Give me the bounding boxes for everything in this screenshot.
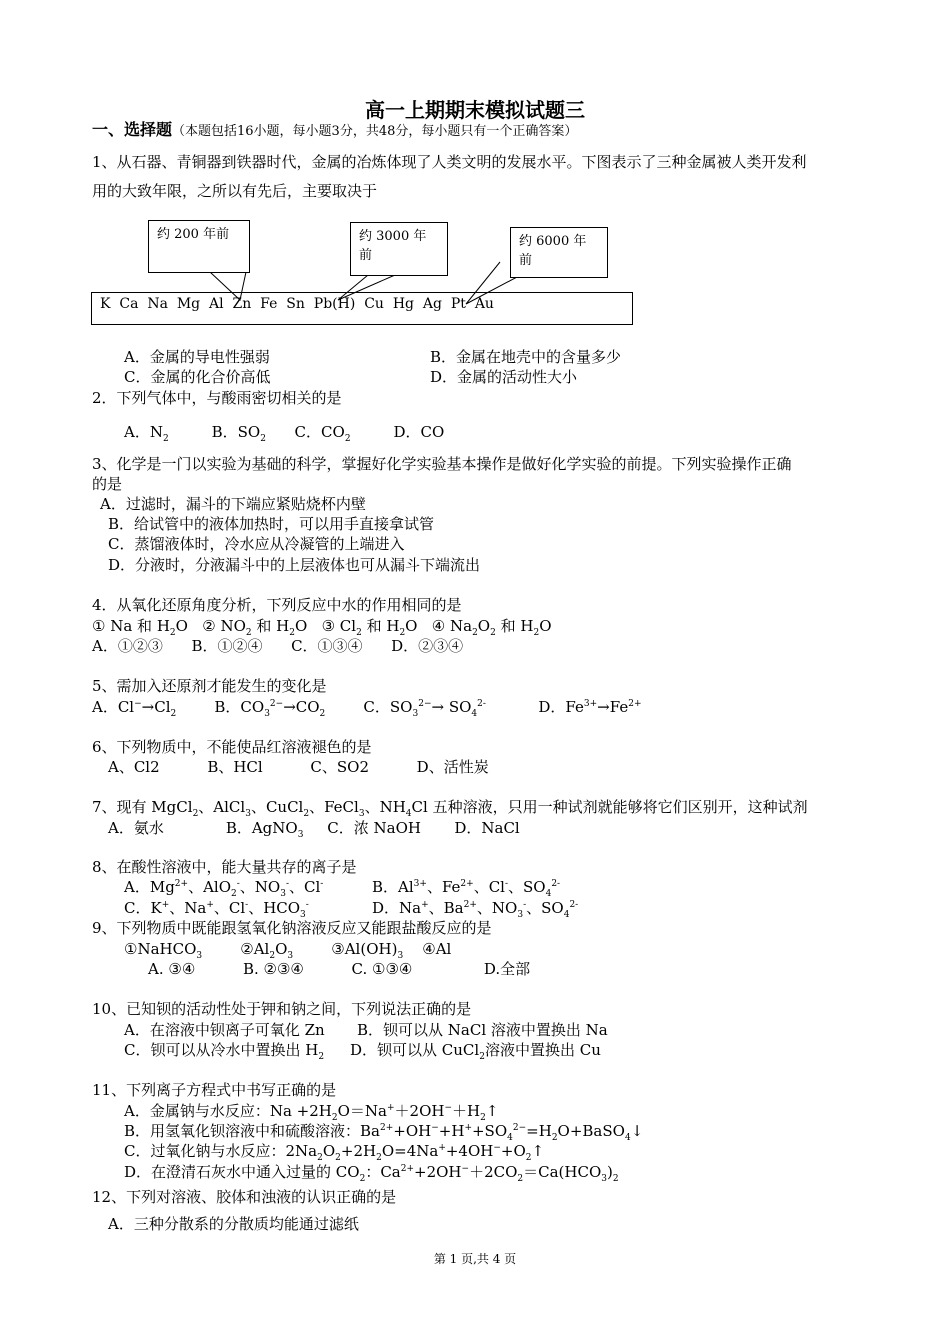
q11-option-a-label: A．金属钠与水反应： xyxy=(124,1102,270,1120)
page-footer: 第 1 页,共 4 页 xyxy=(433,1252,517,1266)
q11-option-b-label: B．用氢氧化钡溶液中和硫酸溶液： xyxy=(124,1122,361,1140)
q7-stem-text: 五种溶液，只用一种试剂就能够将它们区别开，这种试剂 xyxy=(432,798,808,816)
q11-option-b: B．用氢氧化钡溶液中和硫酸溶液：$Ba^{2+}+OH^-+H^++SO_4^{2-}=H_2O+BaSO_4↓$ xyxy=(124,1122,644,1143)
q10-option-c-text: C．钡可以从冷水中置换出 H xyxy=(124,1041,319,1059)
q2-choices: A．$N_2$ B．$SO_2$ C．$CO_2$ D．CO xyxy=(124,423,445,444)
section-title: 一、选择题 xyxy=(92,120,173,139)
q4-choices: A．①②③ B．①②④ C．①③④ D．②③④ xyxy=(92,637,464,655)
q11-stem: 11、下列离子方程式中书写正确的是 xyxy=(92,1081,337,1099)
q7-stem: 7、现有 MgCl$_2$、AlCl$_3$、CuCl$_2$、FeCl$_3$、$NH_4Cl$ 五种溶液，只用一种试剂就能够将它们区别开，这种试剂 xyxy=(92,798,808,819)
q9-choices: A. ③④ B. ②③④ C. ①③④ D.全部 xyxy=(148,960,531,978)
q8-option-d: D．Na+、$Ba^{2+}$、$NO_3^-$、$SO_4^{2-}$ xyxy=(372,899,579,920)
callout-3000-years: 约 3000 年前 xyxy=(350,222,448,276)
q3-option-c: C．蒸馏液体时，冷水应从冷凝管的上端进入 xyxy=(108,535,405,553)
q10-option-d-text: D．钡可以从 CuCl xyxy=(350,1041,480,1059)
q3-option-b: B．给试管中的液体加热时，可以用手直接拿试管 xyxy=(108,515,435,533)
q12-stem: 12、下列对溶液、胶体和浊液的认识正确的是 xyxy=(92,1188,397,1206)
q10-option-d-tail: 溶液中置换出 Cu xyxy=(484,1041,601,1059)
page-title: 高一上期期末模拟试题三 xyxy=(365,98,585,122)
q10-option-d: D．钡可以从 CuCl$_2$溶液中置换出 Cu xyxy=(350,1041,601,1062)
q1-option-a: A．金属的导电性强弱 xyxy=(124,348,270,366)
q8-option-c: C．K+、Na+、Cl-、$HCO_3^-$ xyxy=(124,899,309,920)
q6-stem: 6、下列物质中，不能使品红溶液褪色的是 xyxy=(92,738,372,756)
q10-option-b: B．钡可以从 NaCl 溶液中置换出 Na xyxy=(357,1021,608,1039)
q4-stem: 4．从氧化还原角度分析，下列反应中水的作用相同的是 xyxy=(92,596,462,614)
q10-option-a: A．在溶液中钡离子可氧化 Zn xyxy=(124,1021,325,1039)
q7-choices: A．氨水 B．AgNO$_3$ C．浓 NaOH D．NaCl xyxy=(108,819,520,840)
q5-choices: A．$Cl^-\to Cl_2$ B．$CO_3^{2-}\to CO_2$ C．$SO_3^{2-}\to SO_4^{2-}$ D．$Fe^{3+}\to Fe^{2+}$ xyxy=(92,698,642,719)
callout-200-years: 约 200 年前 xyxy=(148,220,250,273)
q9-stem: 9、下列物质中既能跟氢氧化钠溶液反应又能跟盐酸反应的是 xyxy=(92,919,492,937)
q8-option-b: B．$Al^{3+}$、$Fe^{2+}$、Cl-、$SO_4^{2-}$ xyxy=(372,878,561,899)
q10-option-c: C．钡可以从冷水中置换出 $H_2$ xyxy=(124,1041,325,1062)
section-note: （本题包括16小题，每小题3分，共48分，每小题只有一个正确答案） xyxy=(172,124,578,139)
q4-reactions: ① Na 和 $H_2O$ ② $NO_2$ 和 $H_2O$ ③ $Cl_2$ 和 $H_2O$ ④ $Na_2O_2$ 和 $H_2O$ xyxy=(92,617,552,638)
q11-option-a: A．金属钠与水反应：$Na +2H_2O=Na^++2OH^-+H_2↑$ xyxy=(124,1102,499,1123)
q3-option-a: A．过滤时，漏斗的下端应紧贴烧杯内壁 xyxy=(100,495,366,513)
q9-substances: ①NaHCO$_3$ $②Al_2O_3$ $③Al(OH)_3$ ④Al xyxy=(124,940,452,961)
q8-option-a: A．$Mg^{2+}$、AlO$_2$-、$NO_3^-$、Cl- xyxy=(124,878,324,899)
q12-option-a: A．三种分散系的分散质均能通过滤纸 xyxy=(108,1215,359,1233)
q3-option-d: D．分液时，分液漏斗中的上层液体也可从漏斗下端流出 xyxy=(108,556,481,574)
q1-option-d: D．金属的活动性大小 xyxy=(430,368,578,386)
metal-activity-series-box xyxy=(91,292,633,325)
q1-callout-pointers xyxy=(0,0,950,340)
q10-stem: 10、已知钡的活动性处于钾和钠之间，下列说法正确的是 xyxy=(92,1000,472,1018)
q1-stem-line2: 用的大致年限，之所以有先后，主要取决于 xyxy=(92,182,378,200)
q5-stem: 5、需加入还原剂才能发生的变化是 xyxy=(92,677,327,695)
q11-option-c: C．过氧化钠与水反应：$2Na_2O_2+2H_2O=4Na^++4OH^-+O_2↑$ xyxy=(124,1142,545,1163)
q1-stem-line1: 1、从石器、青铜器到铁器时代，金属的冶炼体现了人类文明的发展水平。下图表示了三种金属被人类开发利 xyxy=(92,153,807,171)
q1-option-c: C．金属的化合价高低 xyxy=(124,368,271,386)
q6-choices: A、Cl2 B、HCl C、SO2 D、活性炭 xyxy=(108,758,489,776)
metal-activity-series: K Ca Na Mg Al Zn Fe Sn Pb(H) Cu Hg Ag Pt Au xyxy=(100,296,494,312)
q1-option-b: B．金属在地壳中的含量多少 xyxy=(430,348,622,366)
q3-stem-line1: 3、化学是一门以实验为基础的科学，掌握好化学实验基本操作是做好化学实验的前提。下列实验操作正确 xyxy=(92,455,792,473)
q2-stem: 2．下列气体中，与酸雨密切相关的是 xyxy=(92,389,342,407)
q8-stem: 8、在酸性溶液中，能大量共存的离子是 xyxy=(92,858,357,876)
callout-6000-years: 约 6000 年前 xyxy=(510,227,608,278)
q11-option-d: D．在澄清石灰水中通入过量的 $CO_2$：$Ca^{2+}+2OH^-+2CO_2=Ca(HCO_3)_2$ xyxy=(124,1163,619,1184)
q11-option-c-label: C．过氧化钠与水反应： xyxy=(124,1142,286,1160)
q3-stem-line2: 的是 xyxy=(92,475,123,493)
q11-option-d-label: D．在澄清石灰水中通入过量的 CO xyxy=(124,1163,360,1181)
